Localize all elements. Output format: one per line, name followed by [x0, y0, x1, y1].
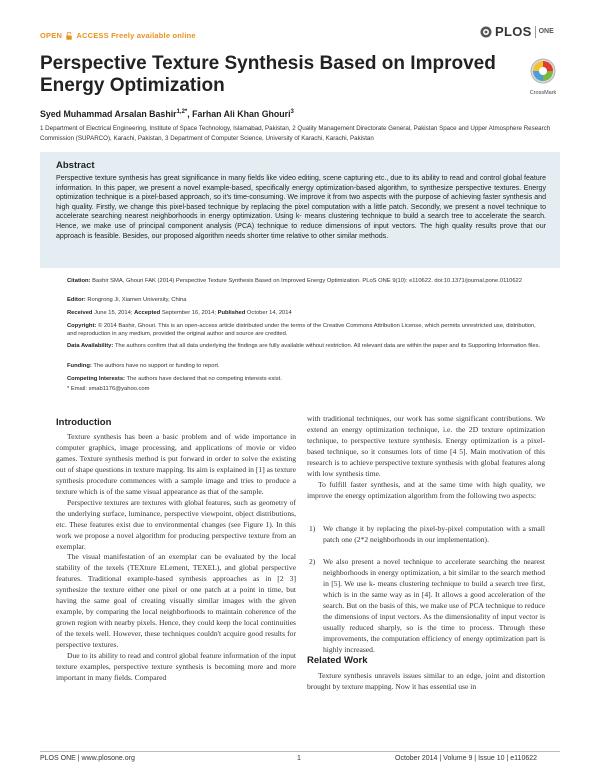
received-label: Received [67, 310, 93, 316]
published-label: Published [217, 310, 246, 316]
list-item: We change it by replacing the pixel-by-pixel computation with a small patch one (2*2 neighborhoods in our implementation). [323, 524, 545, 544]
footer-rule [40, 751, 560, 752]
author-separator: , [187, 109, 193, 119]
abstract-heading: Abstract [56, 160, 95, 171]
competing-interests [67, 375, 547, 383]
plos-word: PLOS [495, 24, 532, 39]
author-affil-sup: 3 [290, 109, 294, 116]
crossmark-badge[interactable] [523, 58, 563, 96]
intro-right-column [307, 414, 545, 502]
paragraph: Due to its ability to read and control global feature information of the input texture examples, perspective texture synthesis is becoming more and more important in many fields. Compared [56, 651, 296, 682]
data-availability-label: Data Availability: [67, 343, 114, 349]
footer-separator: | [506, 755, 509, 762]
logo-divider [535, 26, 536, 38]
copyright-label: Copyright: [67, 323, 97, 329]
footer-separator: | [77, 755, 80, 762]
list-number: 2) [309, 557, 316, 566]
footer-separator: | [474, 755, 477, 762]
article-title: Perspective Texture Synthesis Based on Improved Energy Optimization [40, 53, 496, 96]
open-word: OPEN [40, 31, 63, 40]
data-availability-text: The authors confirm that all data underlying the findings are fully available without restriction. All relevant data are within the paper and its Supporting Information files. [114, 343, 541, 349]
footer-separator: | [439, 755, 442, 762]
funding [67, 362, 547, 370]
editor-text: Rongrong Ji, Xiamen University, China [87, 297, 187, 303]
list-item: We also present a novel technique to accelerate searching the nearest neighborhoods in energy optimization, a bit similar to the search method in [5]. We use k- means clustering technique to build a search tree first, which is in the same way as in [4]. It allows a good acceleration of the search. But on the basis of this, we make use of PCA technique to reduce the dimensions of input vectors. As the dimensionality of input vector is usually reduced sharply, so is the time to process. Through these improvements, the computation efficiency of energy optimization part is highly increased. [323, 557, 545, 654]
open-access-badge [40, 31, 196, 40]
related-work-heading: Related Work [307, 655, 368, 666]
footer-site-link[interactable]: www.plosone.org [81, 755, 135, 762]
introduction-heading: Introduction [56, 417, 112, 428]
list-number: 1) [309, 524, 316, 533]
competing-label: Competing Interests: [67, 376, 125, 382]
freely-available: Freely available online [111, 31, 196, 40]
crossmark-icon [530, 58, 556, 84]
one-word: ONE [538, 28, 554, 35]
plos-one-logo [480, 24, 554, 39]
affiliations: 1 Department of Electrical Engineering, Institute of Space Technology, Islamabad, Pakistan, 2 Quality Management Directorate General, Pakistan Space and Upper Atmosphere Research Commission (SUPARCO), Karachi, Pakistan, 3 Department of Computer Science, University of Karachi, Karachi, Pakistan [40, 125, 551, 142]
data-availability [67, 342, 547, 350]
paragraph: The visual manifestation of an exemplar can be evaluated by the local stability of the texels (TEXture ELement, TEXEL), and global perspective features. Traditional example-based synthesis approaches as in [2 3] synthesize the texture either one pixel or one patch at a point in time, but having the same goal of creating visually similar images with the given example, by comparing the local neighborhoods to maintain coherence of the grown region with nearby pixels. Hence, they could keep the local continuities of the texels well. However, these techniques couldn't acquire good results for perspective textures. [56, 552, 296, 650]
access-word: ACCESS [76, 31, 109, 40]
dates [67, 309, 547, 317]
competing-text: The authors have declared that no competing interests exist. [126, 376, 282, 382]
author-name[interactable]: Syed Muhammad Arsalan Bashir [40, 109, 177, 119]
related-work-text [307, 671, 545, 693]
plos-logo-icon [480, 26, 492, 38]
footer-journal [40, 755, 135, 762]
paragraph: with traditional techniques, our work has some significant contributions. We extend an energy optimization technique, i.e. the 2D texture optimization technique, to perspective texture synthesis. Energy optimization is a pixel- based technique, so it consumes lots of time [4 5]. Main motivation of this research is to achieve perspective texture synthesis with global features along with low synthesis time. [307, 414, 545, 478]
footer-date: October 2014 [395, 755, 438, 762]
email [67, 385, 547, 393]
author-name[interactable]: Farhan Ali Khan Ghouri [192, 109, 291, 119]
editor [67, 296, 547, 304]
corresponding-star: * [184, 109, 188, 116]
open-lock-icon [66, 32, 72, 40]
footer-journal-name: PLOS ONE [40, 755, 76, 762]
published-date: October 14, 2014 [246, 310, 292, 316]
paragraph: Texture synthesis has been a basic problem and of wide importance in computer graphics, image processing, and applications of movie or video games. Texture synthesis method is put forward in order to solve the existing out of shape questions in texture mapping. Its aim is explained in [1] as texture synthesis procedure commences with a sample image and tries to produce a texture which is of the same visual appearance as that of the sample. [56, 432, 296, 496]
accepted-date: September 16, 2014; [161, 310, 216, 316]
paragraph: To fulfill faster synthesis, and at the same time with high quality, we improve the energy optimization algorithm from the following two aspects: [307, 479, 545, 500]
received-date: June 15, 2014; [94, 310, 133, 316]
author-list [40, 109, 294, 119]
footer-article-id: e110622 [510, 755, 538, 762]
funding-text: The authors have no support or funding to report. [93, 363, 220, 369]
paragraph: Texture synthesis unravels issues similar to an edge, joint and distortion brought by texture mapping. Now it has essential use in [307, 671, 545, 691]
citation-label: Citation: [67, 278, 91, 284]
crossmark-label: CrossMark [529, 90, 557, 96]
citation-text: Bashir SMA, Ghouri FAK (2014) Perspective Texture Synthesis Based on Improved Energy Optimization. PLoS ONE 9(10): e110622. doi:10.1371/journal.pone.0110622 [92, 278, 523, 284]
footer-issue-info [395, 755, 537, 762]
editor-label: Editor: [67, 297, 86, 303]
citation [67, 277, 547, 285]
paragraph: Perspective textures are textures with global features, such as geometry of the underlying surface, luminance, perspective viewpoint, object distributions, etc. These features exist due to environmental changes (see Figure 1). In this work we propose a novel algorithm for producing perspective texture from an exemplar. [56, 497, 296, 551]
copyright-text: © 2014 Bashir, Ghouri. This is an open-access article distributed under the terms of the Creative Commons Attribution License, which permits unrestricted use, distribution, and reproduction in any medium, provided the original author and source are credited. [67, 323, 536, 338]
funding-label: Funding: [67, 363, 92, 369]
footer-issue: Issue 10 [478, 755, 505, 762]
intro-left-column [56, 432, 296, 684]
accepted-label: Accepted [134, 310, 161, 316]
footer-page-number: 1 [297, 755, 301, 762]
footer-volume: Volume 9 [443, 755, 473, 762]
author-affil-sup: 1,2 [176, 109, 185, 116]
abstract-text: Perspective texture synthesis has great significance in many fields like video editing, scene capturing etc., due to its ability to read and control global feature information. In this paper, we present a novel example-based, specifically energy optimization-based algorithm, to synthesize perspective textures. Energy optimization technique is a pixel-based approach, so it's time-consuming. We improve it from two aspects with the purpose of achieving faster synthesis and high quality. Firstly, we change this pixel-based technique by replacing the pixel computation with a little patch. Secondly, we present a novel technique to accelerate searching nearest neighborhoods in energy optimization. Using k- means clustering technique to build a search tree to accelerate the search. Hence, we make use of principal component analysis (PCA) technique to reduce dimensions of input vectors. The high quality results prove that our approach is feasible. Besides, our proposed algorithm needs shorter time relative to other similar methods. [56, 175, 546, 240]
copyright [67, 322, 547, 339]
email-text[interactable]: * Email: smab1176@yahoo.com [67, 386, 150, 392]
